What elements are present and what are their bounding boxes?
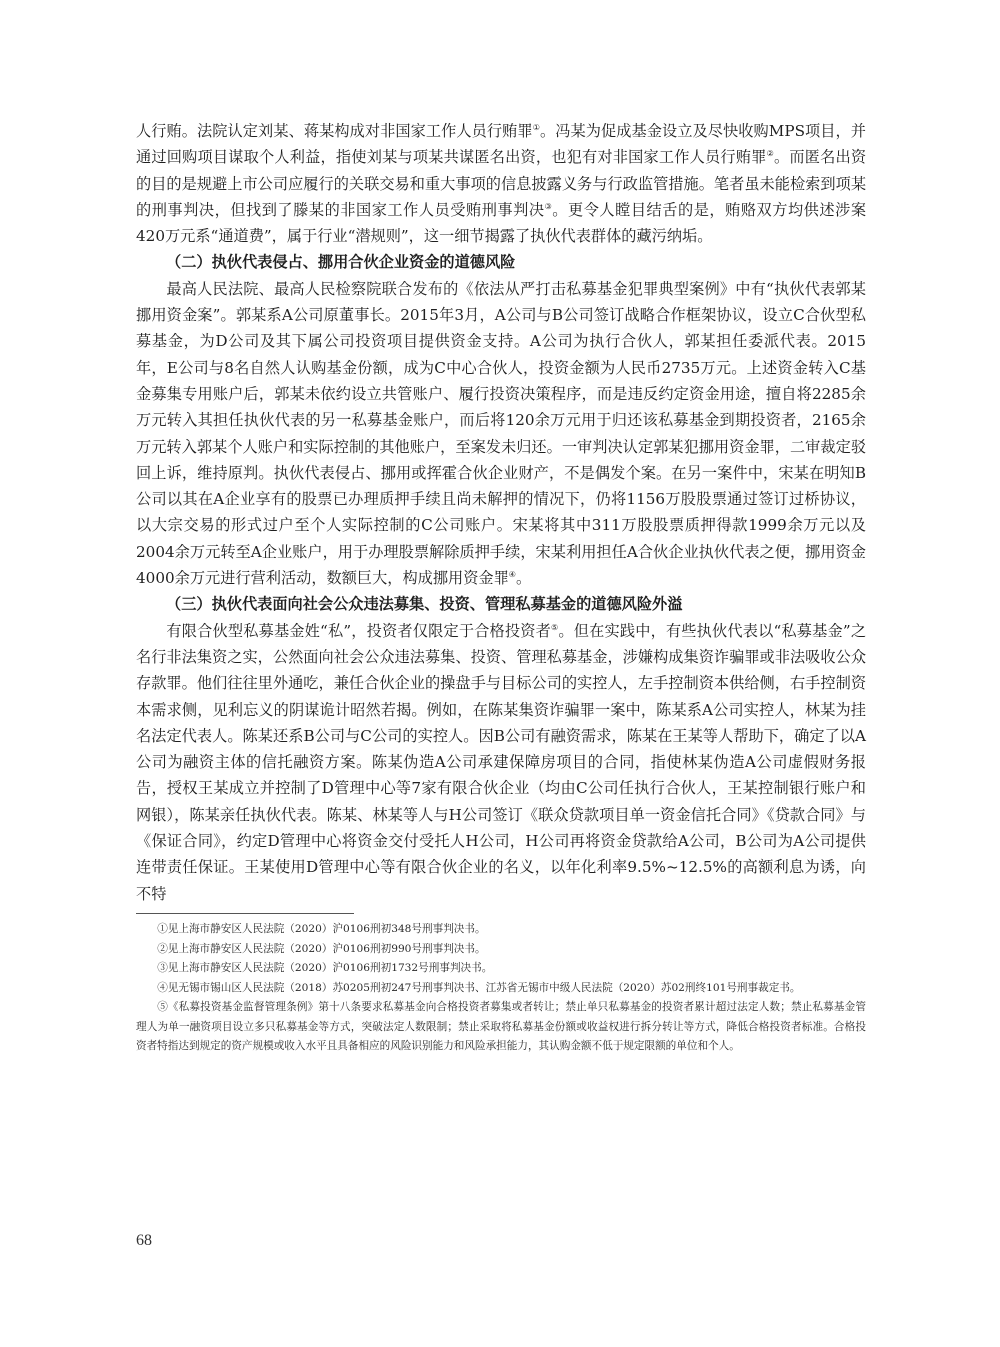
- page: [136, 118, 866, 1057]
- footnote-ref-4[interactable]: ④: [508, 569, 516, 579]
- footnote-ref-1[interactable]: ①: [532, 122, 540, 132]
- footnote-divider: [136, 913, 354, 914]
- footnote-ref-3[interactable]: ③: [544, 201, 553, 211]
- page-number: 68: [136, 1232, 152, 1249]
- body-text: [136, 118, 866, 907]
- footnote-ref-2[interactable]: ②: [766, 149, 774, 159]
- paragraph-3: 有限合伙型私募基金姓“私”，投资者仅限定于合格投资者⑤。但在实践中，有些执伙代表以“私募基金”之名行非法集资之实，公然面向社会公众违法募集、投资、管理私募基金，涉嫌构成集资诈骗罪或非法吸收公众存款罪。他们往往里外通吃，兼任合伙企业的操盘手与目标公司的实控人，左手控制资本供给侧，右手控制资本需求侧，见利忘义的阴谋诡计昭然若揭。例如，在陈某集资诈骗罪一案中，陈某系A公司实控人，林某为挂名法定代表人。陈某还系B公司与C公司的实控人。因B公司有融资需求，陈某在王某等人帮助下，确定了以A公司为融资主体的信托融资方案。陈某伪造A公司承建保障房项目的合同，指使林某伪造A公司虚假财务报告，授权王某成立并控制了D管理中心等7家有限合伙企业（均由C公司任执行合伙人，王某控制银行账户和网银），陈某亲任执伙代表。陈某、林某等人与H公司签订《联众贷款项目单一资金信托合同》《贷款合同》与《保证合同》，约定D管理中心将资金交付受托人H公司，H公司再将资金贷款给A公司，B公司为A公司提供连带责任保证。王某使用D管理中心等有限合伙企业的名义，以年化利率9.5%~12.5%的高额利息为诱，向不特: [136, 621, 867, 903]
- footnote-3: ③见上海市静安区人民法院（2020）沪0106刑初1732号刑事判决书。: [157, 962, 493, 975]
- footnote-5: ⑤《私募投资基金监督管理条例》第十八条要求私募基金向合格投资者募集或者转让；禁止单只私募基金的投资者累计超过法定人数；禁止私募基金管理人为单一融资项目设立多只私募基金等方式，突破法定人数限制；禁止采取将私募基金份额或收益权进行拆分转让等方式，降低合格投资者标准。合格投资者特指达到规定的资产规模或收入水平且具备相应的风险识别能力和风险承担能力，其认购金额不低于规定限额的单位和个人。: [136, 1001, 866, 1053]
- section-heading-3: （三）执伙代表面向社会公众违法募集、投资、管理私募基金的道德风险外溢: [166, 595, 683, 614]
- footnote-ref-5[interactable]: ⑤: [551, 622, 559, 632]
- paragraph-1: 人行贿。法院认定刘某、蒋某构成对非国家工作人员行贿罪①。冯某为促成基金设立及尽快收购MPS项目，并通过回购项目谋取个人利益，指使刘某与项某共谋匿名出资，也犯有对非国家工作人员行贿罪②。而匿名出资的目的是规避上市公司应履行的关联交易和重大事项的信息披露义务与行政监管措施。笔者虽未能检索到项某的刑事判决，但找到了滕某的非国家工作人员受贿刑事判决③。更令人瞠目结舌的是，贿赂双方均供述涉案420万元系“通道费”，属于行业“潜规则”，这一细节揭露了执伙代表群体的藏污纳垢。: [136, 122, 867, 246]
- section-heading-2: （二）执伙代表侵占、挪用合伙企业资金的道德风险: [166, 253, 516, 272]
- footnote-4: ④见无锡市锡山区人民法院（2018）苏0205刑初247号刑事判决书、江苏省无锡市中级人民法院（2020）苏02刑终101号刑事裁定书。: [157, 981, 801, 994]
- paragraph-2: 最高人民法院、最高人民检察院联合发布的《依法从严打击私募基金犯罪典型案例》中有“执伙代表郭某挪用资金案”。郭某系A公司原董事长。2015年3月，A公司与B公司签订战略合作框架协议，设立C合伙型私募基金，为D公司及其下属公司投资项目提供资金支持。A公司为执行合伙人，郭某担任委派代表。2015年，E公司与8名自然人认购基金份额，成为C中心合伙人，投资金额为人民币2735万元。上述资金转入C基金募集专用账户后，郭某未依约设立共管账户、履行投资决策程序，而是违反约定资金用途，擅自将2285余万元转入其担任执伙代表的另一私募基金账户，而后将120余万元用于归还该私募基金到期投资者，2165余万元转入郭某个人账户和实际控制的其他账户，至案发未归还。一审判决认定郭某犯挪用资金罪，二审裁定驳回上诉，维持原判。执伙代表侵占、挪用或挥霍合伙企业财产，不是偶发个案。在另一案件中，宋某在明知B公司以其在A企业享有的股票已办理质押手续且尚未解押的情况下，仍将1156万股股票通过签订过桥协议，以大宗交易的形式过户至个人实际控制的C公司账户。宋某将其中311万股股票质押得款1999余万元以及2004余万元转至A企业账户，用于办理股票解除质押手续，宋某利用担任A合伙企业执伙代表之便，挪用资金4000余万元进行营利活动，数额巨大，构成挪用资金罪④。: [136, 279, 866, 588]
- footnote-2: ②见上海市静安区人民法院（2020）沪0106刑初990号刑事判决书。: [157, 942, 486, 955]
- footnote-1: ①见上海市静安区人民法院（2020）沪0106刑初348号刑事判决书。: [157, 922, 486, 935]
- footnotes: [136, 920, 866, 1057]
